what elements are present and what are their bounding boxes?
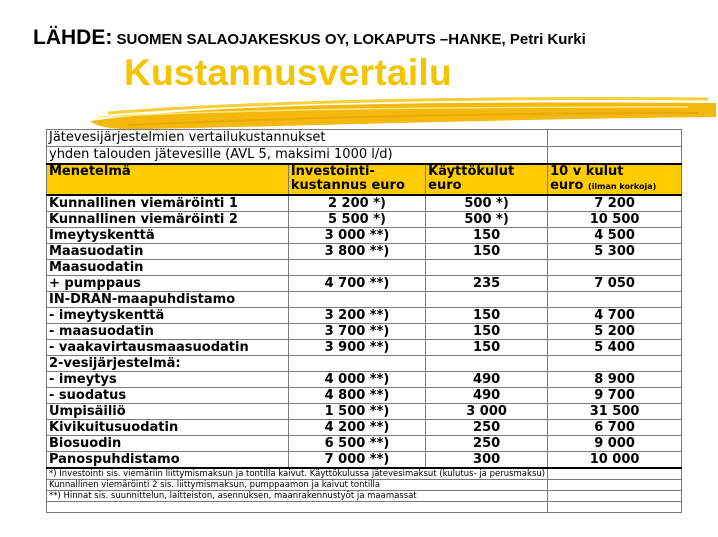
intro-line-2: yhden talouden jätevesille (AVL 5, maksimi 1000 l/d) bbox=[47, 147, 548, 165]
operating-cell: 250 bbox=[426, 420, 548, 436]
operating-cell bbox=[426, 356, 548, 372]
table-row bbox=[47, 340, 682, 356]
header-operating: Käyttökulut euro bbox=[426, 164, 548, 195]
operating-cell: 150 bbox=[426, 308, 548, 324]
header-method: Menetelmä bbox=[47, 164, 289, 195]
footnote: **) Hinnat sis. suunnittelun, laitteiston, asennuksen, maanrakennustyöt ja maamassat bbox=[47, 491, 548, 502]
investment-cell bbox=[288, 260, 425, 276]
investment-cell: 5 500 *) bbox=[288, 212, 425, 228]
investment-cell bbox=[288, 292, 425, 308]
investment-cell: 4 200 **) bbox=[288, 420, 425, 436]
investment-cell: 4 000 **) bbox=[288, 372, 425, 388]
table-row bbox=[47, 372, 682, 388]
header-row bbox=[47, 164, 682, 195]
ten-year-cell bbox=[548, 356, 682, 372]
investment-cell: 3 900 **) bbox=[288, 340, 425, 356]
method-cell: 2-vesijärjestelmä: bbox=[47, 356, 289, 372]
table-row bbox=[47, 244, 682, 260]
method-cell: Kivikuitusuodatin bbox=[47, 420, 289, 436]
investment-cell: 4 800 **) bbox=[288, 388, 425, 404]
ten-year-cell: 7 050 bbox=[548, 276, 682, 292]
method-cell: Biosuodin bbox=[47, 436, 289, 452]
ten-year-cell: 31 500 bbox=[548, 404, 682, 420]
method-cell: - suodatus bbox=[47, 388, 289, 404]
ten-year-cell: 10 000 bbox=[548, 452, 682, 469]
yellow-brush-stroke bbox=[88, 95, 718, 133]
source-text: SUOMEN SALAOJAKESKUS OY, LOKAPUTS –HANKE, Petri Kurki bbox=[116, 31, 586, 48]
ten-year-cell: 4 500 bbox=[548, 228, 682, 244]
cost-table bbox=[46, 129, 682, 513]
footnote bbox=[47, 502, 548, 513]
table-row bbox=[47, 308, 682, 324]
table-row bbox=[47, 292, 682, 308]
investment-cell: 3 800 **) bbox=[288, 244, 425, 260]
method-cell: Imeytyskenttä bbox=[47, 228, 289, 244]
ten-year-cell bbox=[548, 260, 682, 276]
ten-year-cell: 4 700 bbox=[548, 308, 682, 324]
note-row bbox=[47, 502, 682, 513]
table-row bbox=[47, 260, 682, 276]
operating-cell: 235 bbox=[426, 276, 548, 292]
table-row bbox=[47, 276, 682, 292]
table-row bbox=[47, 452, 682, 469]
header-ten-year: 10 v kulut euro (ilman korkoja) bbox=[548, 164, 682, 195]
investment-cell bbox=[288, 356, 425, 372]
operating-cell: 150 bbox=[426, 244, 548, 260]
page-title: Kustannusvertailu bbox=[124, 52, 452, 93]
ten-year-cell: 10 500 bbox=[548, 212, 682, 228]
ten-year-cell: 5 400 bbox=[548, 340, 682, 356]
source-line bbox=[33, 26, 586, 50]
operating-cell: 150 bbox=[426, 324, 548, 340]
method-cell: Maasuodatin bbox=[47, 260, 289, 276]
footnote: *) Investointi sis. viemäriin liittymismaksun ja tontilla kaivut. Käyttökulussa jätevesimaksut (kulutus- ja perusmaksu) bbox=[47, 468, 548, 480]
ten-year-cell bbox=[548, 292, 682, 308]
operating-cell bbox=[426, 292, 548, 308]
table-row bbox=[47, 436, 682, 452]
investment-cell: 3 700 **) bbox=[288, 324, 425, 340]
intro-line-1: Jätevesijärjestelmien vertailukustannukset bbox=[47, 130, 548, 147]
method-cell: IN-DRÄN-maapuhdistamo bbox=[47, 292, 289, 308]
investment-cell: 3 200 **) bbox=[288, 308, 425, 324]
table-row bbox=[47, 404, 682, 420]
note-row bbox=[47, 468, 682, 480]
table-row bbox=[47, 324, 682, 340]
header-investment: Investointi- kustannus euro bbox=[288, 164, 425, 195]
method-cell: Panospuhdistamo bbox=[47, 452, 289, 469]
method-cell: + pumppaus bbox=[47, 276, 289, 292]
method-cell: Kunnallinen viemäröinti 1 bbox=[47, 195, 289, 212]
note-row bbox=[47, 480, 682, 491]
ten-year-cell: 9 700 bbox=[548, 388, 682, 404]
table-row bbox=[47, 388, 682, 404]
investment-cell: 2 200 *) bbox=[288, 195, 425, 212]
operating-cell: 500 *) bbox=[426, 212, 548, 228]
method-cell: Kunnallinen viemäröinti 2 bbox=[47, 212, 289, 228]
ten-year-cell: 5 300 bbox=[548, 244, 682, 260]
operating-cell: 490 bbox=[426, 372, 548, 388]
method-cell: Maasuodatin bbox=[47, 244, 289, 260]
operating-cell: 490 bbox=[426, 388, 548, 404]
investment-cell: 1 500 **) bbox=[288, 404, 425, 420]
note-row bbox=[47, 491, 682, 502]
table-row bbox=[47, 420, 682, 436]
investment-cell: 4 700 **) bbox=[288, 276, 425, 292]
investment-cell: 7 000 **) bbox=[288, 452, 425, 469]
method-cell: Umpisäiliö bbox=[47, 404, 289, 420]
table-row bbox=[47, 195, 682, 212]
operating-cell bbox=[426, 260, 548, 276]
table-row bbox=[47, 228, 682, 244]
operating-cell: 250 bbox=[426, 436, 548, 452]
investment-cell: 6 500 **) bbox=[288, 436, 425, 452]
ten-year-cell: 8 900 bbox=[548, 372, 682, 388]
investment-cell: 3 000 **) bbox=[288, 228, 425, 244]
intro-row bbox=[47, 130, 682, 147]
ten-year-cell: 5 200 bbox=[548, 324, 682, 340]
method-cell: - vaakavirtausmaasuodatin bbox=[47, 340, 289, 356]
ten-year-cell: 7 200 bbox=[548, 195, 682, 212]
method-cell: - imeytys bbox=[47, 372, 289, 388]
ten-year-cell: 6 700 bbox=[548, 420, 682, 436]
operating-cell: 150 bbox=[426, 228, 548, 244]
operating-cell: 150 bbox=[426, 340, 548, 356]
footnote: Kunnallinen viemäröinti 2 sis. liittymismaksun, pumppaamon ja kaivut tontilla bbox=[47, 480, 548, 491]
table-row bbox=[47, 212, 682, 228]
table-row bbox=[47, 356, 682, 372]
operating-cell: 300 bbox=[426, 452, 548, 469]
method-cell: - imeytyskenttä bbox=[47, 308, 289, 324]
source-label: LÄHDE: bbox=[33, 26, 113, 49]
ten-year-cell: 9 000 bbox=[548, 436, 682, 452]
intro-row bbox=[47, 147, 682, 165]
method-cell: - maasuodatin bbox=[47, 324, 289, 340]
operating-cell: 500 *) bbox=[426, 195, 548, 212]
operating-cell: 3 000 bbox=[426, 404, 548, 420]
